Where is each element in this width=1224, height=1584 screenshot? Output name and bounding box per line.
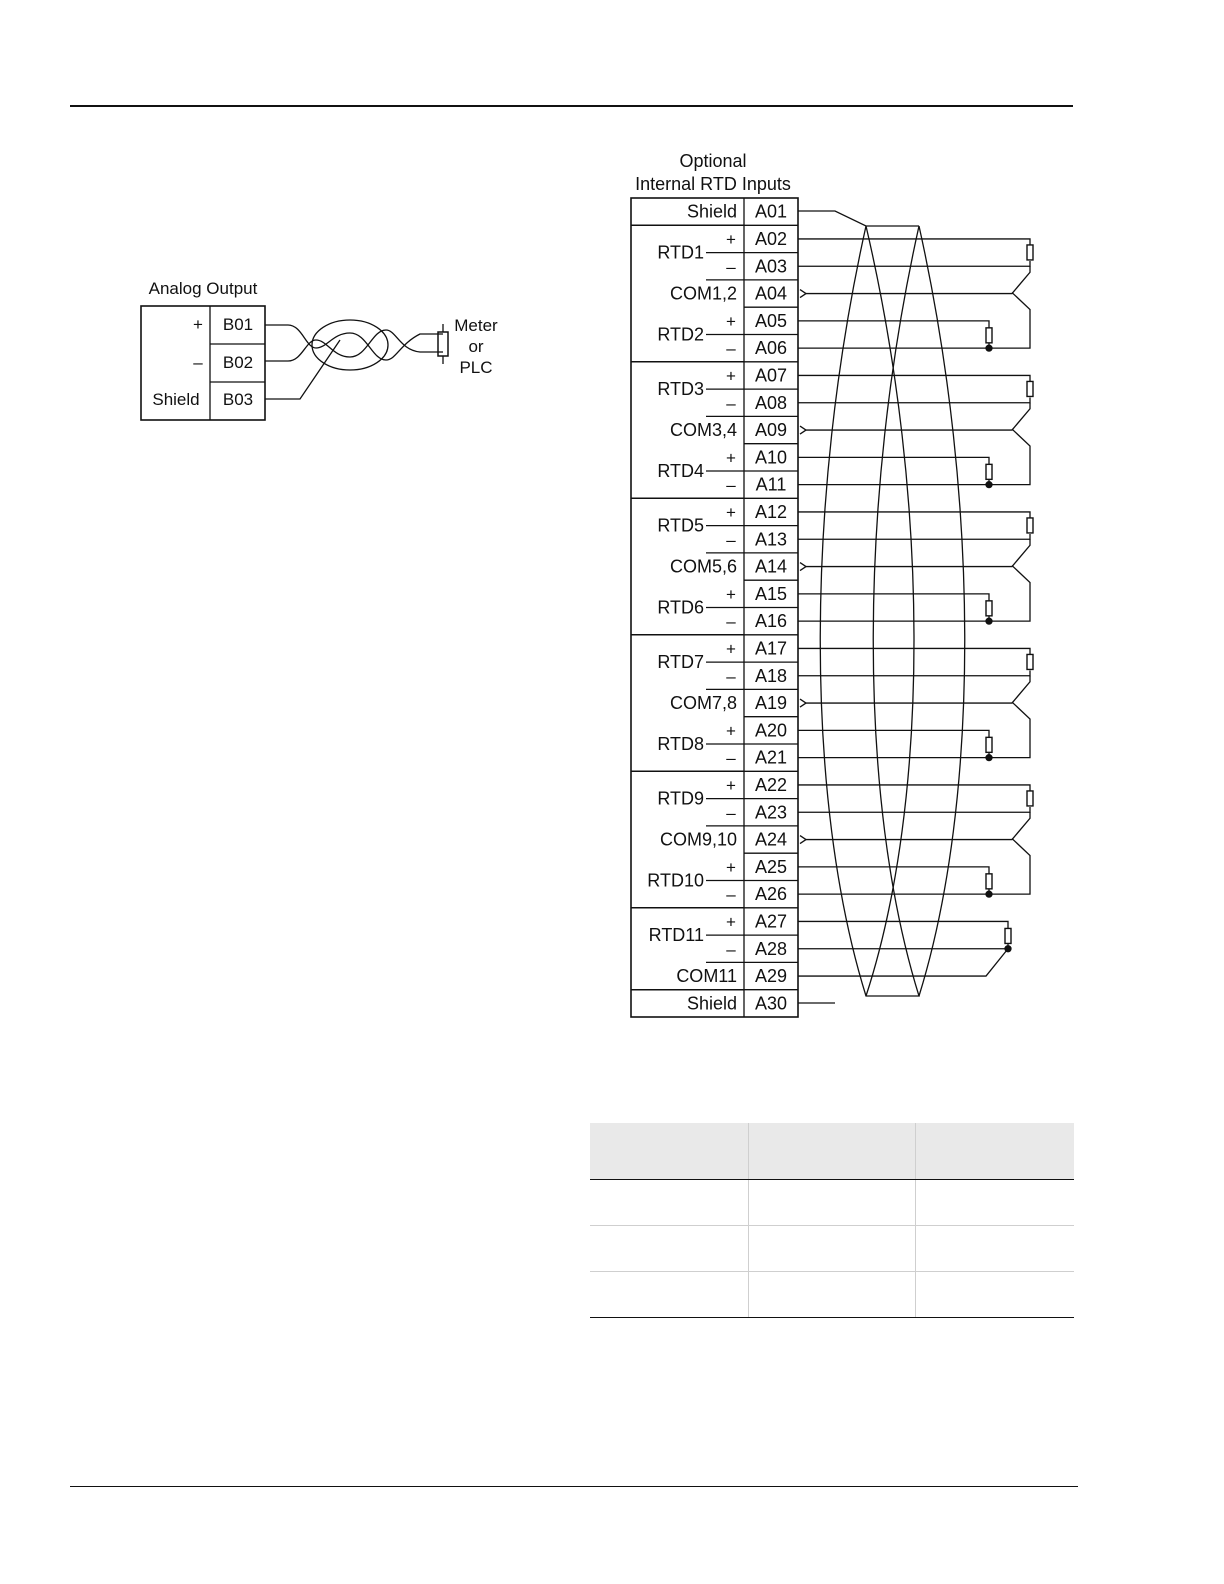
rtd-common-wire bbox=[806, 403, 1030, 430]
polarity-sign: – bbox=[726, 612, 736, 632]
table-row bbox=[590, 1226, 1074, 1272]
terminal-label: A25 bbox=[754, 856, 788, 877]
polarity-sign: – bbox=[726, 666, 736, 686]
rtd-title-line: Internal RTD Inputs bbox=[635, 174, 791, 194]
table-row bbox=[590, 1272, 1074, 1318]
rtd-wire bbox=[798, 534, 1030, 539]
wire-junction-dot bbox=[986, 891, 992, 897]
rtd-wire bbox=[798, 375, 1030, 381]
meter-label: PLC bbox=[459, 358, 493, 377]
rtd-sensor-resistor bbox=[1027, 381, 1033, 396]
analog-output-terminal-label: B03 bbox=[222, 390, 254, 409]
terminal-label: A30 bbox=[754, 993, 788, 1014]
rtd-channel-label: RTD9 bbox=[657, 788, 704, 809]
rtd-sensor-resistor bbox=[986, 601, 992, 616]
rtd-wire-arrow bbox=[800, 290, 806, 298]
wire-junction-dot bbox=[1005, 946, 1011, 952]
analog-output-title: Analog Output bbox=[148, 279, 258, 298]
rtd-title-line: Optional bbox=[679, 151, 747, 171]
polarity-sign: + bbox=[726, 584, 736, 604]
terminal-label: A11 bbox=[755, 474, 787, 495]
rtd-channel-label: RTD4 bbox=[657, 461, 704, 481]
shield-wire bbox=[798, 211, 919, 226]
terminal-label: A15 bbox=[754, 583, 788, 604]
terminal-label: A29 bbox=[754, 966, 788, 987]
rtd-sensor-resistor bbox=[986, 737, 992, 752]
rtd-sensor-resistor bbox=[1027, 791, 1033, 806]
polarity-sign: + bbox=[726, 502, 736, 522]
table-cell bbox=[590, 1180, 749, 1226]
polarity-sign: + bbox=[726, 912, 736, 932]
rtd-sensor-resistor bbox=[986, 874, 992, 889]
rtd-wire bbox=[798, 512, 1030, 518]
rtd-channel-label: RTD10 bbox=[647, 870, 704, 891]
analog-output-row-label: + bbox=[193, 315, 203, 334]
table-cell bbox=[749, 1180, 916, 1226]
cable-shield-outline bbox=[919, 226, 965, 996]
meter-label: Meter bbox=[454, 316, 498, 335]
analog-output-wire-minus bbox=[265, 330, 438, 361]
wire-junction-dot bbox=[986, 482, 992, 488]
rtd-channel-label: RTD7 bbox=[657, 652, 704, 673]
polarity-sign: – bbox=[726, 803, 736, 823]
rtd-wire bbox=[798, 807, 1030, 812]
wire-junction-dot bbox=[986, 345, 992, 351]
terminal-label: A04 bbox=[754, 283, 788, 304]
terminal-label: A01 bbox=[754, 201, 788, 222]
rtd-wire-arrow bbox=[800, 426, 806, 434]
rtd-wire-arrow bbox=[800, 563, 806, 571]
terminal-label: A05 bbox=[754, 310, 788, 331]
terminal-label: A23 bbox=[754, 802, 788, 823]
polarity-sign: – bbox=[726, 939, 736, 959]
terminal-label: A21 bbox=[754, 747, 788, 768]
wire-junction-dot bbox=[986, 755, 992, 761]
terminal-label: A07 bbox=[754, 365, 788, 386]
polarity-sign: – bbox=[726, 339, 736, 359]
table-header-row bbox=[590, 1123, 1074, 1180]
terminal-label: A26 bbox=[754, 884, 788, 905]
rtd-channel-label: RTD5 bbox=[657, 515, 704, 536]
empty-table bbox=[590, 1123, 1074, 1318]
terminal-group-label: Shield bbox=[686, 993, 737, 1014]
rtd-wire bbox=[798, 457, 989, 464]
terminal-group-label: COM9,10 bbox=[659, 829, 737, 850]
terminal-label: A06 bbox=[754, 338, 788, 359]
table-row bbox=[590, 1180, 1074, 1226]
terminal-label: A13 bbox=[754, 529, 788, 550]
terminal-label: A19 bbox=[754, 693, 788, 714]
rtd-sensor-resistor bbox=[1027, 518, 1033, 533]
analog-output-terminal-label: B02 bbox=[222, 353, 254, 372]
terminal-group-label: Shield bbox=[686, 201, 737, 222]
rtd-channel-label: RTD11 bbox=[648, 925, 704, 946]
rtd-sensor-resistor bbox=[1005, 928, 1011, 943]
terminal-label: A12 bbox=[754, 501, 788, 522]
terminal-label: A20 bbox=[754, 720, 788, 741]
polarity-sign: – bbox=[726, 885, 736, 905]
rtd-channel-label: RTD3 bbox=[657, 379, 704, 400]
rtd-sensor-resistor bbox=[1027, 654, 1033, 669]
rtd-sensor-resistor bbox=[1027, 245, 1033, 260]
rtd-wire bbox=[798, 239, 1030, 245]
rtd-channel-label: RTD2 bbox=[657, 324, 704, 345]
rtd-wire bbox=[798, 785, 1030, 791]
analog-output-row-label: Shield bbox=[152, 390, 200, 409]
terminal-label: A02 bbox=[754, 228, 788, 249]
rtd-sensor-resistor bbox=[986, 464, 992, 479]
rtd-channel-label: RTD1 bbox=[657, 242, 704, 263]
table-cell bbox=[590, 1226, 749, 1272]
polarity-sign: – bbox=[726, 530, 736, 550]
rtd-common-wire bbox=[798, 949, 1008, 976]
rtd-common-wire bbox=[806, 539, 1030, 566]
polarity-sign: – bbox=[726, 257, 736, 277]
table-cell bbox=[749, 1272, 916, 1318]
rtd-wire bbox=[798, 921, 1008, 928]
polarity-sign: + bbox=[726, 639, 736, 659]
analog-output-wire-plus bbox=[265, 325, 438, 360]
polarity-sign: + bbox=[726, 366, 736, 386]
cable-shield-outline bbox=[820, 226, 919, 996]
rtd-wire-arrow bbox=[800, 699, 806, 707]
rtd-common-wire bbox=[806, 676, 1030, 703]
table-header-cell bbox=[749, 1123, 916, 1180]
polarity-sign: – bbox=[726, 393, 736, 413]
rtd-wire bbox=[798, 594, 989, 601]
terminal-group-label: COM7,8 bbox=[669, 693, 737, 714]
rtd-wire bbox=[798, 397, 1030, 402]
terminal-group-label: COM5,6 bbox=[669, 556, 737, 577]
terminal-label: A27 bbox=[754, 911, 788, 932]
polarity-sign: + bbox=[726, 857, 736, 877]
rtd-sensor-resistor bbox=[986, 328, 992, 343]
terminal-label: A24 bbox=[754, 829, 788, 850]
rtd-wire bbox=[798, 730, 989, 737]
rtd-wire bbox=[798, 867, 989, 874]
polarity-sign: – bbox=[726, 475, 736, 495]
table-cell bbox=[916, 1180, 1075, 1226]
polarity-sign: + bbox=[726, 229, 736, 249]
terminal-label: A03 bbox=[754, 256, 788, 277]
rtd-common-wire bbox=[806, 266, 1030, 293]
terminal-group-label: COM1,2 bbox=[669, 283, 737, 304]
wire-junction-dot bbox=[986, 618, 992, 624]
table-header-cell bbox=[590, 1123, 749, 1180]
table-header-cell bbox=[916, 1123, 1075, 1180]
terminal-label: A28 bbox=[754, 938, 788, 959]
analog-output-row-label: – bbox=[193, 353, 203, 372]
polarity-sign: – bbox=[726, 748, 736, 768]
polarity-sign: + bbox=[726, 311, 736, 331]
meter-label: or bbox=[468, 337, 484, 356]
terminal-label: A10 bbox=[754, 447, 788, 468]
table-cell bbox=[749, 1226, 916, 1272]
table-cell bbox=[590, 1272, 749, 1318]
terminal-label: A14 bbox=[754, 556, 788, 577]
rtd-wire bbox=[798, 261, 1030, 266]
rtd-wire bbox=[798, 321, 989, 328]
rtd-common-wire bbox=[806, 812, 1030, 839]
table-cell bbox=[916, 1272, 1075, 1318]
polarity-sign: + bbox=[726, 448, 736, 468]
polarity-sign: + bbox=[726, 721, 736, 741]
rtd-wire-arrow bbox=[800, 836, 806, 844]
terminal-label: A17 bbox=[754, 638, 788, 659]
terminal-label: A18 bbox=[754, 665, 788, 686]
terminal-group-label: COM3,4 bbox=[669, 420, 737, 441]
table-cell bbox=[916, 1226, 1075, 1272]
analog-output-diagram bbox=[141, 279, 498, 420]
footer-rule bbox=[70, 1486, 1078, 1487]
rtd-channel-label: RTD8 bbox=[657, 734, 704, 754]
terminal-label: A16 bbox=[754, 611, 788, 632]
analog-output-shield-wire bbox=[265, 340, 340, 399]
terminal-group-label: COM11 bbox=[676, 966, 737, 987]
rtd-channel-label: RTD6 bbox=[657, 597, 704, 618]
terminal-label: A09 bbox=[754, 420, 788, 441]
terminal-label: A22 bbox=[754, 774, 788, 795]
polarity-sign: + bbox=[726, 775, 736, 795]
terminal-label: A08 bbox=[754, 392, 788, 413]
analog-output-terminal-label: B01 bbox=[222, 315, 254, 334]
rtd-inputs-diagram bbox=[631, 151, 1033, 1017]
